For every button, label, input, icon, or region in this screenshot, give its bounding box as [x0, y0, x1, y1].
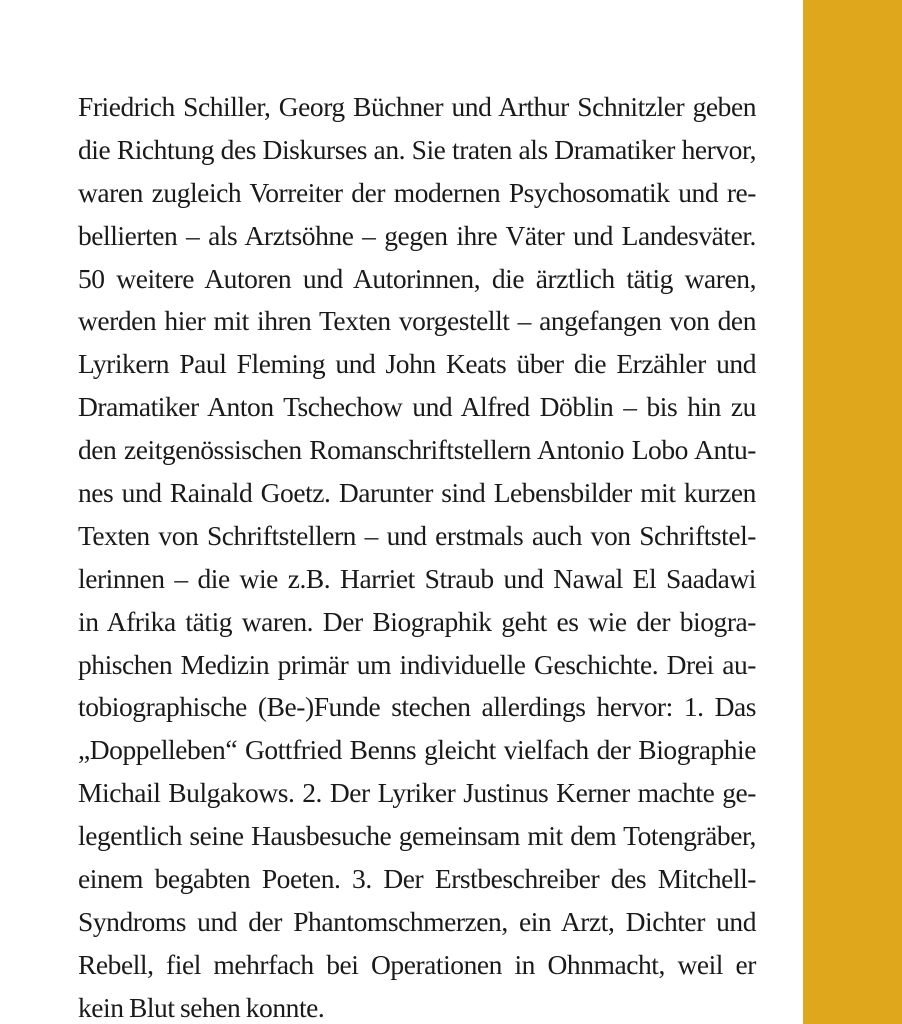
- body-paragraph: [78, 86, 756, 1024]
- text-line: 50 weitere Autoren und Autorinnen, die ärztlich tätig waren,: [78, 262, 756, 294]
- text-line: Texten von Schriftstellern – und erstmals auch von Schriftstel-: [78, 519, 756, 551]
- text-line-last: kein Blut sehen konnte.: [78, 991, 325, 1023]
- text-line: bellierten – als Arztsöhne – gegen ihre Väter und Landesväter.: [78, 219, 756, 251]
- text-line: den zeitgenössischen Romanschriftstellern Antonio Lobo Antu-: [78, 434, 756, 466]
- side-color-band: [803, 0, 902, 1024]
- text-line: Michail Bulgakows. 2. Der Lyriker Justinus Kerner machte ge-: [78, 777, 756, 809]
- text-line: die Richtung des Diskurses an. Sie traten als Dramatiker hervor,: [78, 133, 756, 165]
- text-line: Dramatiker Anton Tschechow und Alfred Döblin – bis hin zu: [78, 391, 756, 423]
- text-line: „Doppelleben“ Gottfried Benns gleicht vielfach der Biographie: [78, 734, 756, 766]
- text-line: werden hier mit ihren Texten vorgestellt – angefangen von den: [78, 305, 756, 337]
- text-line: Rebell, fiel mehrfach bei Operationen in Ohnmacht, weil er: [78, 948, 756, 980]
- text-line: in Afrika tätig waren. Der Biographik geht es wie der biogra-: [78, 605, 756, 637]
- text-line: nes und Rainald Goetz. Darunter sind Lebensbilder mit kurzen: [78, 477, 756, 509]
- text-line: waren zugleich Vorreiter der modernen Psychosomatik und re-: [78, 176, 756, 208]
- text-line: einem begabten Poeten. 3. Der Erstbeschreiber des Mitchell-: [78, 863, 756, 895]
- text-line: lerinnen – die wie z.B. Harriet Straub und Nawal El Saadawi: [78, 562, 756, 594]
- text-line: legentlich seine Hausbesuche gemeinsam mit dem Totengräber,: [78, 820, 756, 852]
- text-line: phischen Medizin primär um individuelle Geschichte. Drei au-: [78, 648, 756, 680]
- text-line: Lyrikern Paul Fleming und John Keats über die Erzähler und: [78, 348, 756, 380]
- text-line: Syndroms und der Phantomschmerzen, ein Arzt, Dichter und: [78, 905, 756, 937]
- text-line: Friedrich Schiller, Georg Büchner und Arthur Schnitzler geben: [78, 91, 756, 122]
- text-line: tobiographische (Be-)Funde stechen allerdings hervor: 1. Das: [78, 691, 756, 723]
